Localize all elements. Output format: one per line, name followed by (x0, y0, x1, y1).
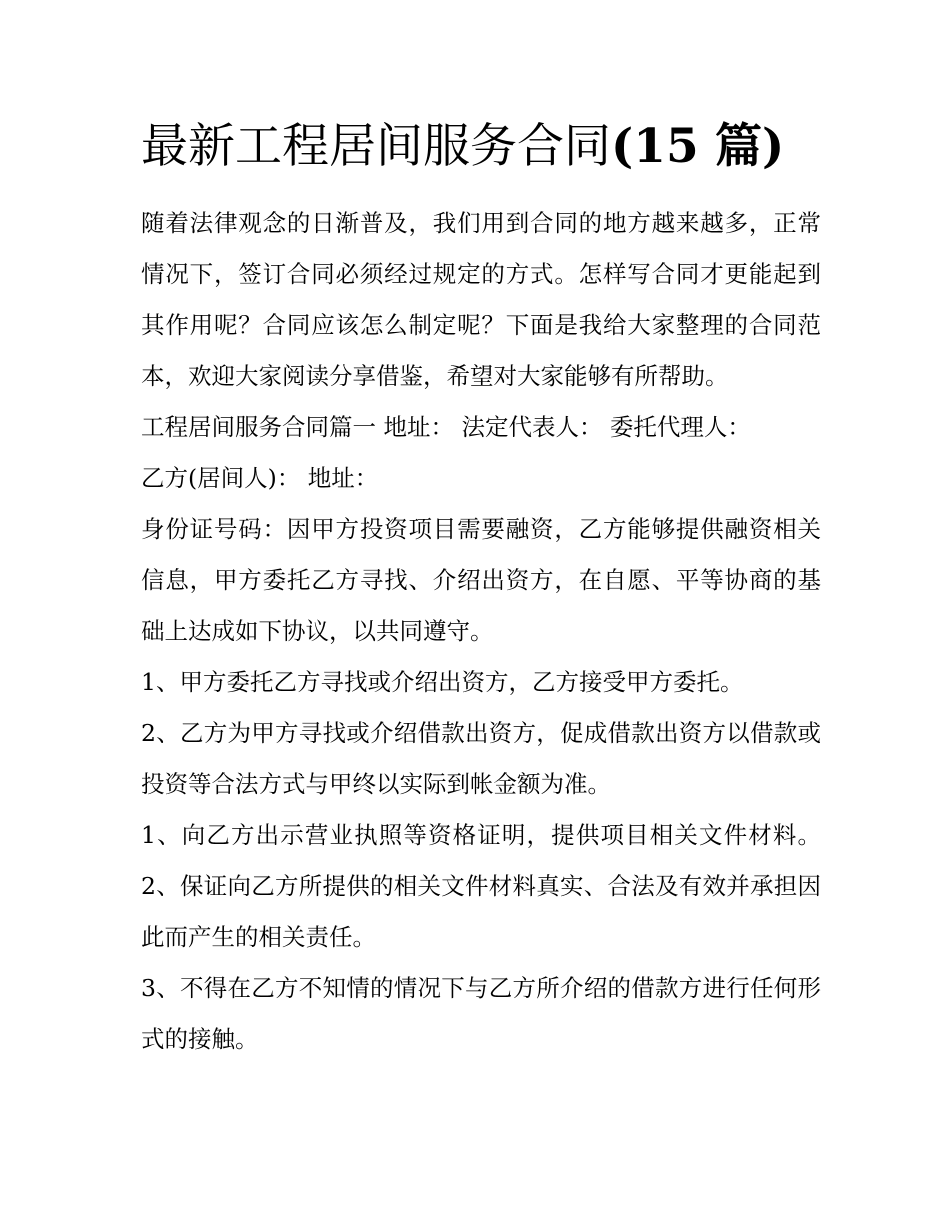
purpose-paragraph: 身份证号码：因甲方投资项目需要融资，乙方能够提供融资相关信息，甲方委托乙方寻找、介绍出资方，在自愿、平等协商的基础上达成如下协议，以共同遵守。 (141, 515, 821, 645)
party-a-info-line: 工程居间服务合同篇一 地址： 法定代表人： 委托代理人： (141, 413, 751, 441)
title-suffix: (15 篇) (611, 119, 785, 174)
clause-paragraph: 3、不得在乙方不知情的情况下与乙方所介绍的借款方进行任何形式的接触。 (141, 974, 821, 1053)
clause-paragraph: 1、甲方委托乙方寻找或介绍出资方，乙方接受甲方委托。 (141, 668, 744, 696)
clause-paragraph: 1、向乙方出示营业执照等资格证明，提供项目相关文件材料。 2、保证向乙方所提供的相关文件材料真实、合法及有效并承担因此而产生的相关责任。 (141, 821, 821, 951)
party-b-info-line: 乙方(居间人)： 地址： (141, 464, 379, 492)
title-main: 最新工程居间服务合同 (141, 119, 611, 174)
document-title (141, 112, 821, 182)
document-body (141, 112, 821, 1065)
intro-paragraph: 随着法律观念的日渐普及，我们用到合同的地方越来越多，正常情况下，签订合同必须经过规定的方式。怎样写合同才更能起到其作用呢？合同应该怎么制定呢？下面是我给大家整理的合同范本，欢迎大家阅读分享借鉴，希望对大家能够有所帮助。 (141, 209, 821, 390)
clause-paragraph: 2、乙方为甲方寻找或介绍借款出资方，促成借款出资方以借款或投资等合法方式与甲终以实际到帐金额为准。 (141, 719, 821, 798)
